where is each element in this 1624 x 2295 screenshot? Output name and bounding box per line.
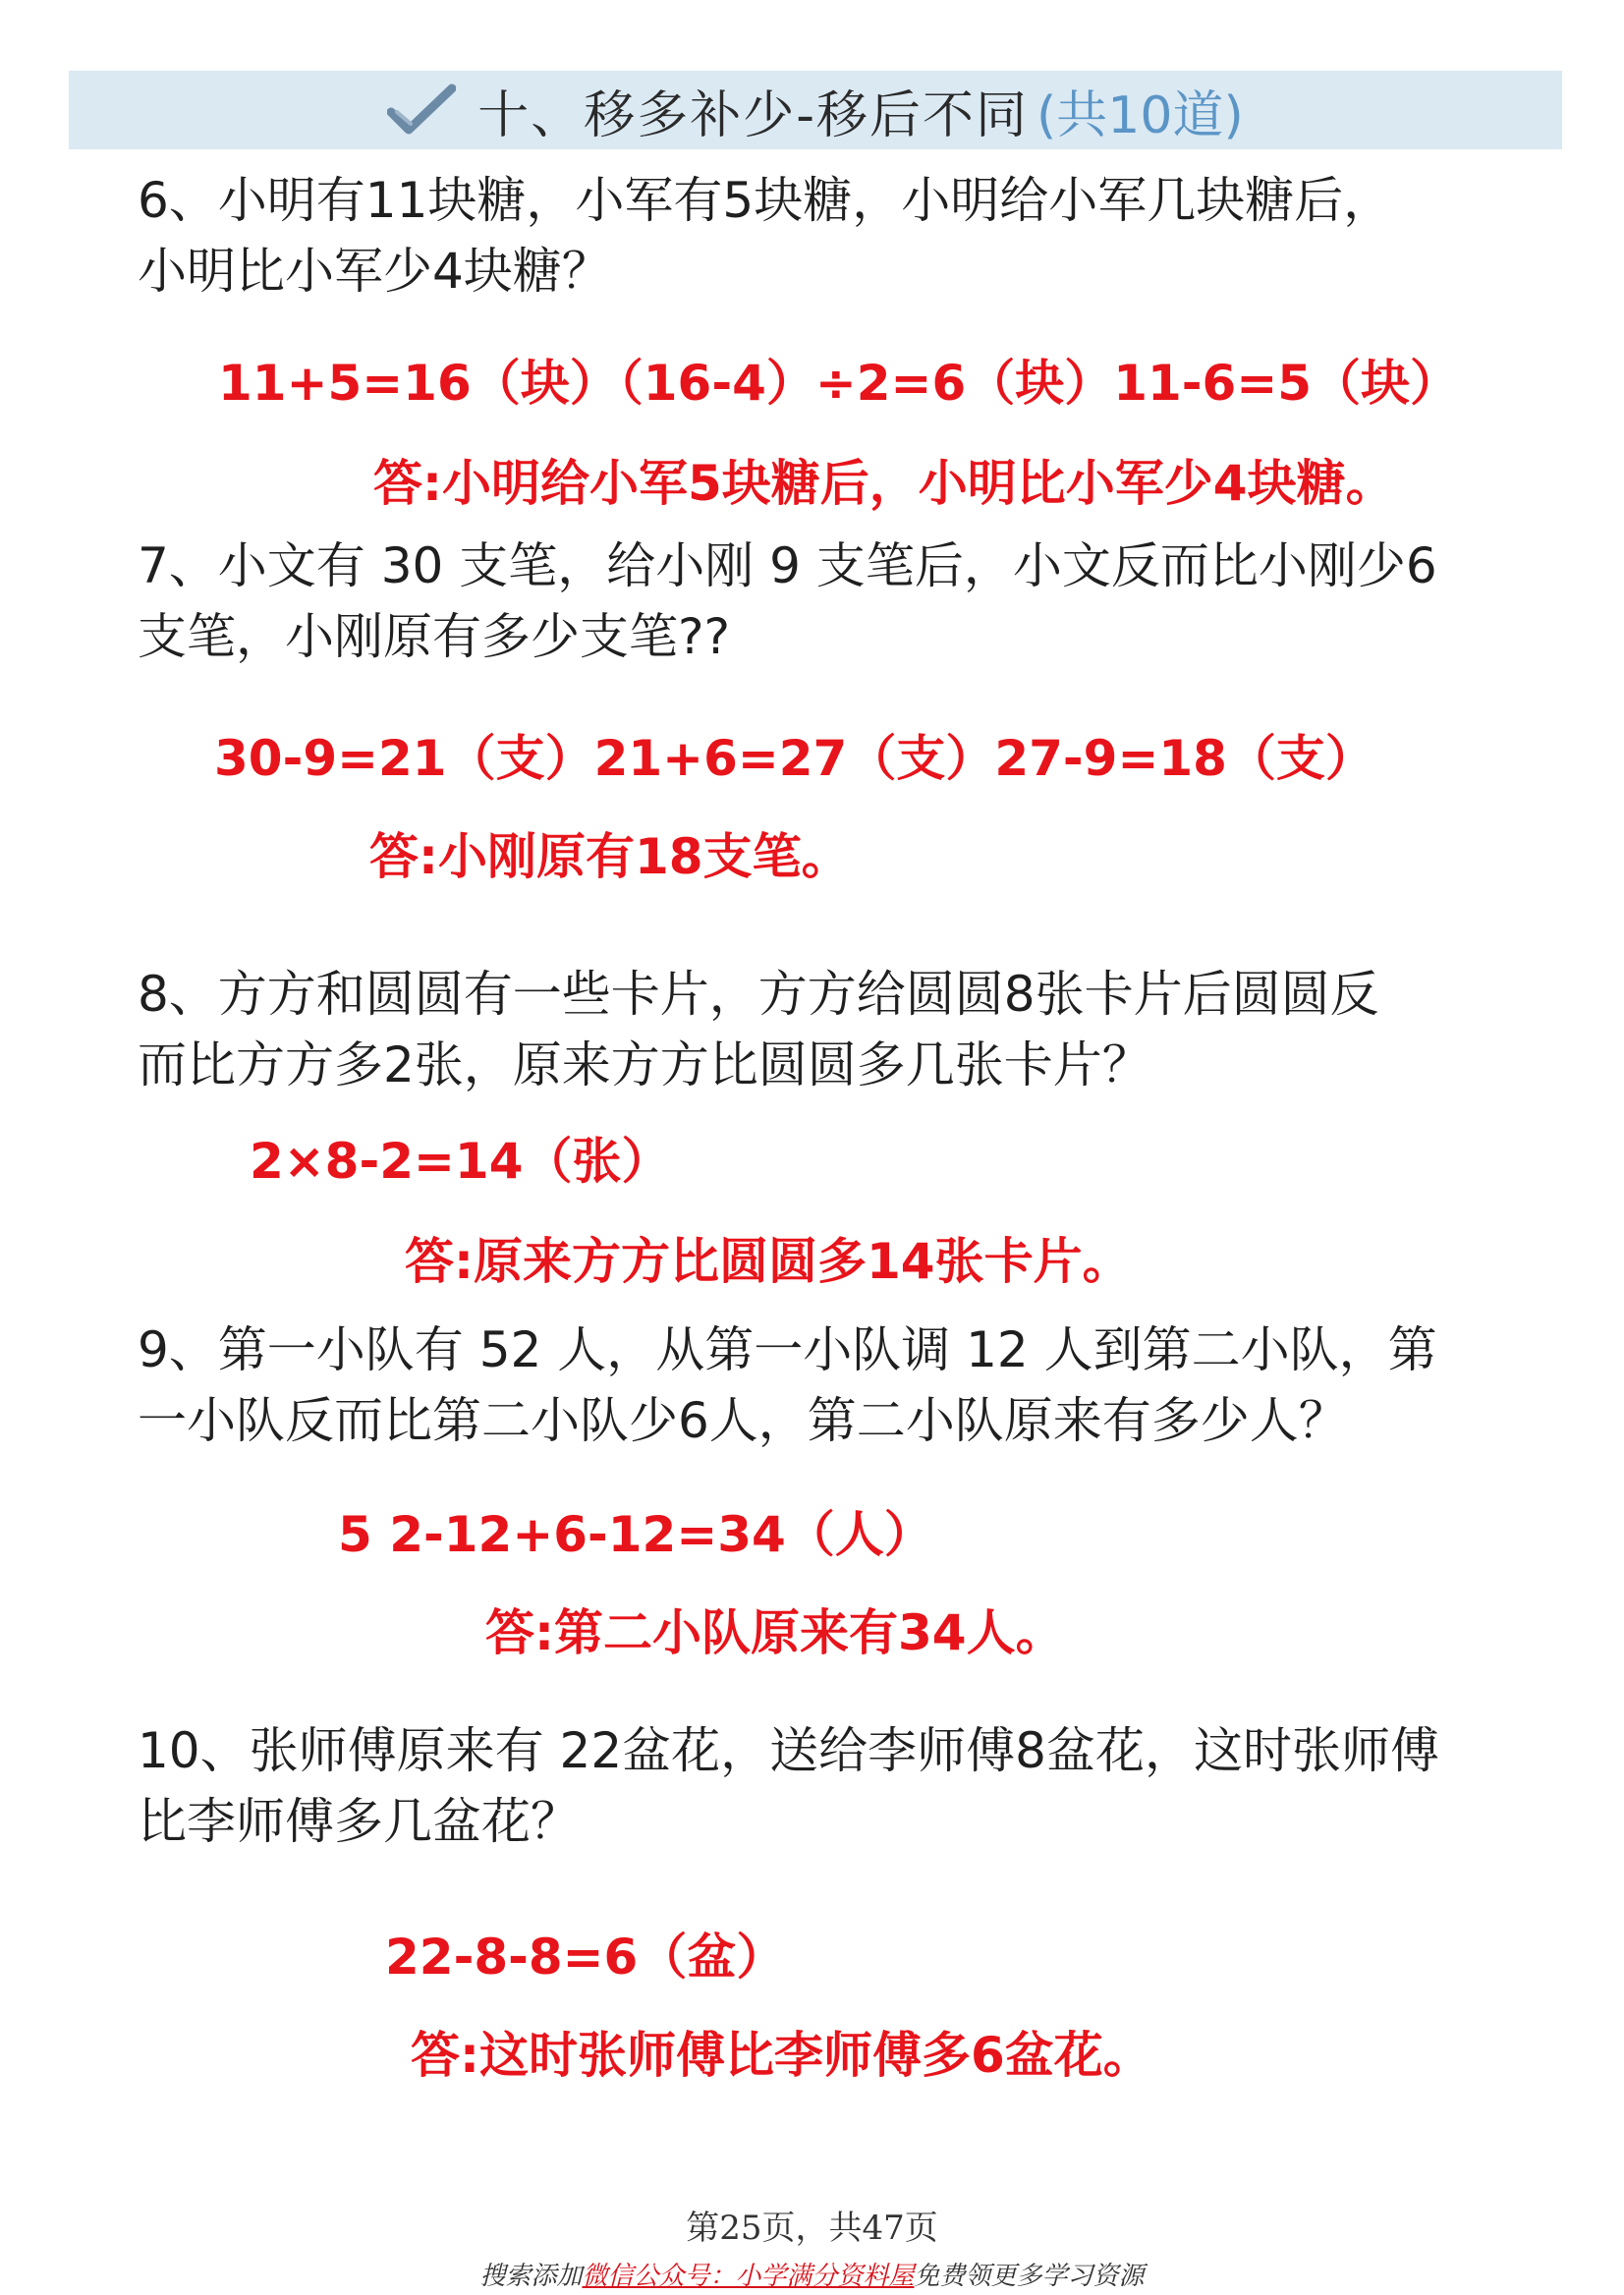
answer-6: 答:小明给小军5块糖后，小明比小军少4块糖。 bbox=[373, 455, 1395, 512]
solution-6: 11+5=16（块）（16-4）÷2=6（块）11-6=5（块） bbox=[218, 355, 1460, 412]
footer-link[interactable]: 微信公众号：小学满分资料屋 bbox=[582, 2262, 915, 2291]
answer-9: 答:第二小队原来有34人。 bbox=[485, 1604, 1065, 1661]
question-8 bbox=[138, 959, 1533, 1100]
question-7 bbox=[138, 531, 1533, 672]
page-number: 第25页，共47页 bbox=[686, 2209, 938, 2248]
question-text: 8、方方和圆圆有一些卡片，方方给圆圆8张卡片后圆圆反 bbox=[138, 966, 1379, 1023]
question-text: 6、小明有11块糖，小军有5块糖，小明给小军几块糖后， bbox=[138, 172, 1393, 229]
question-6 bbox=[138, 165, 1533, 307]
question-text: 支笔，小刚原有多少支笔?? bbox=[138, 608, 731, 665]
footer-banner bbox=[0, 2256, 1624, 2292]
footer-prefix: 搜索添加 bbox=[479, 2262, 583, 2291]
answer-8: 答:原来方方比圆圆多14张卡片。 bbox=[405, 1233, 1132, 1290]
section-header bbox=[69, 71, 1562, 149]
answer-7: 答:小刚原有18支笔。 bbox=[369, 828, 851, 885]
footer-suffix: 免费领更多学习资源 bbox=[914, 2262, 1145, 2291]
question-text: 比李师傅多几盆花？ bbox=[138, 1793, 580, 1850]
section-title: 十、移多补少-移后不同 bbox=[477, 85, 1029, 145]
solution-7: 30-9=21（支）21+6=27（支）27-9=18（支） bbox=[214, 730, 1374, 787]
answer-10: 答:这时张师傅比李师傅多6盆花。 bbox=[411, 2027, 1152, 2084]
question-9 bbox=[138, 1315, 1533, 1456]
solution-9: 5 2-12+6-12=34（人） bbox=[338, 1506, 933, 1563]
question-text: 而比方方多2张，原来方方比圆圆多几张卡片？ bbox=[138, 1036, 1151, 1093]
question-text: 一小队反而比第二小队少6人，第二小队原来有多少人？ bbox=[138, 1392, 1348, 1449]
checkmark-icon bbox=[387, 83, 456, 138]
solution-8: 2×8-2=14（张） bbox=[250, 1133, 671, 1190]
question-text: 9、第一小队有 52 人，从第一小队调 12 人到第二小队，第 bbox=[138, 1321, 1437, 1378]
question-text: 7、小文有 30 支笔，给小刚 9 支笔后，小文反而比小刚少6 bbox=[138, 537, 1437, 594]
section-count: (共10道) bbox=[1036, 85, 1244, 145]
question-text: 小明比小军少4块糖？ bbox=[138, 243, 611, 300]
question-10 bbox=[138, 1715, 1533, 1857]
question-text: 10、张师傅原来有 22盆花，送给李师傅8盆花，这时张师傅 bbox=[138, 1722, 1439, 1779]
solution-10: 22-8-8=6（盆） bbox=[385, 1929, 786, 1986]
